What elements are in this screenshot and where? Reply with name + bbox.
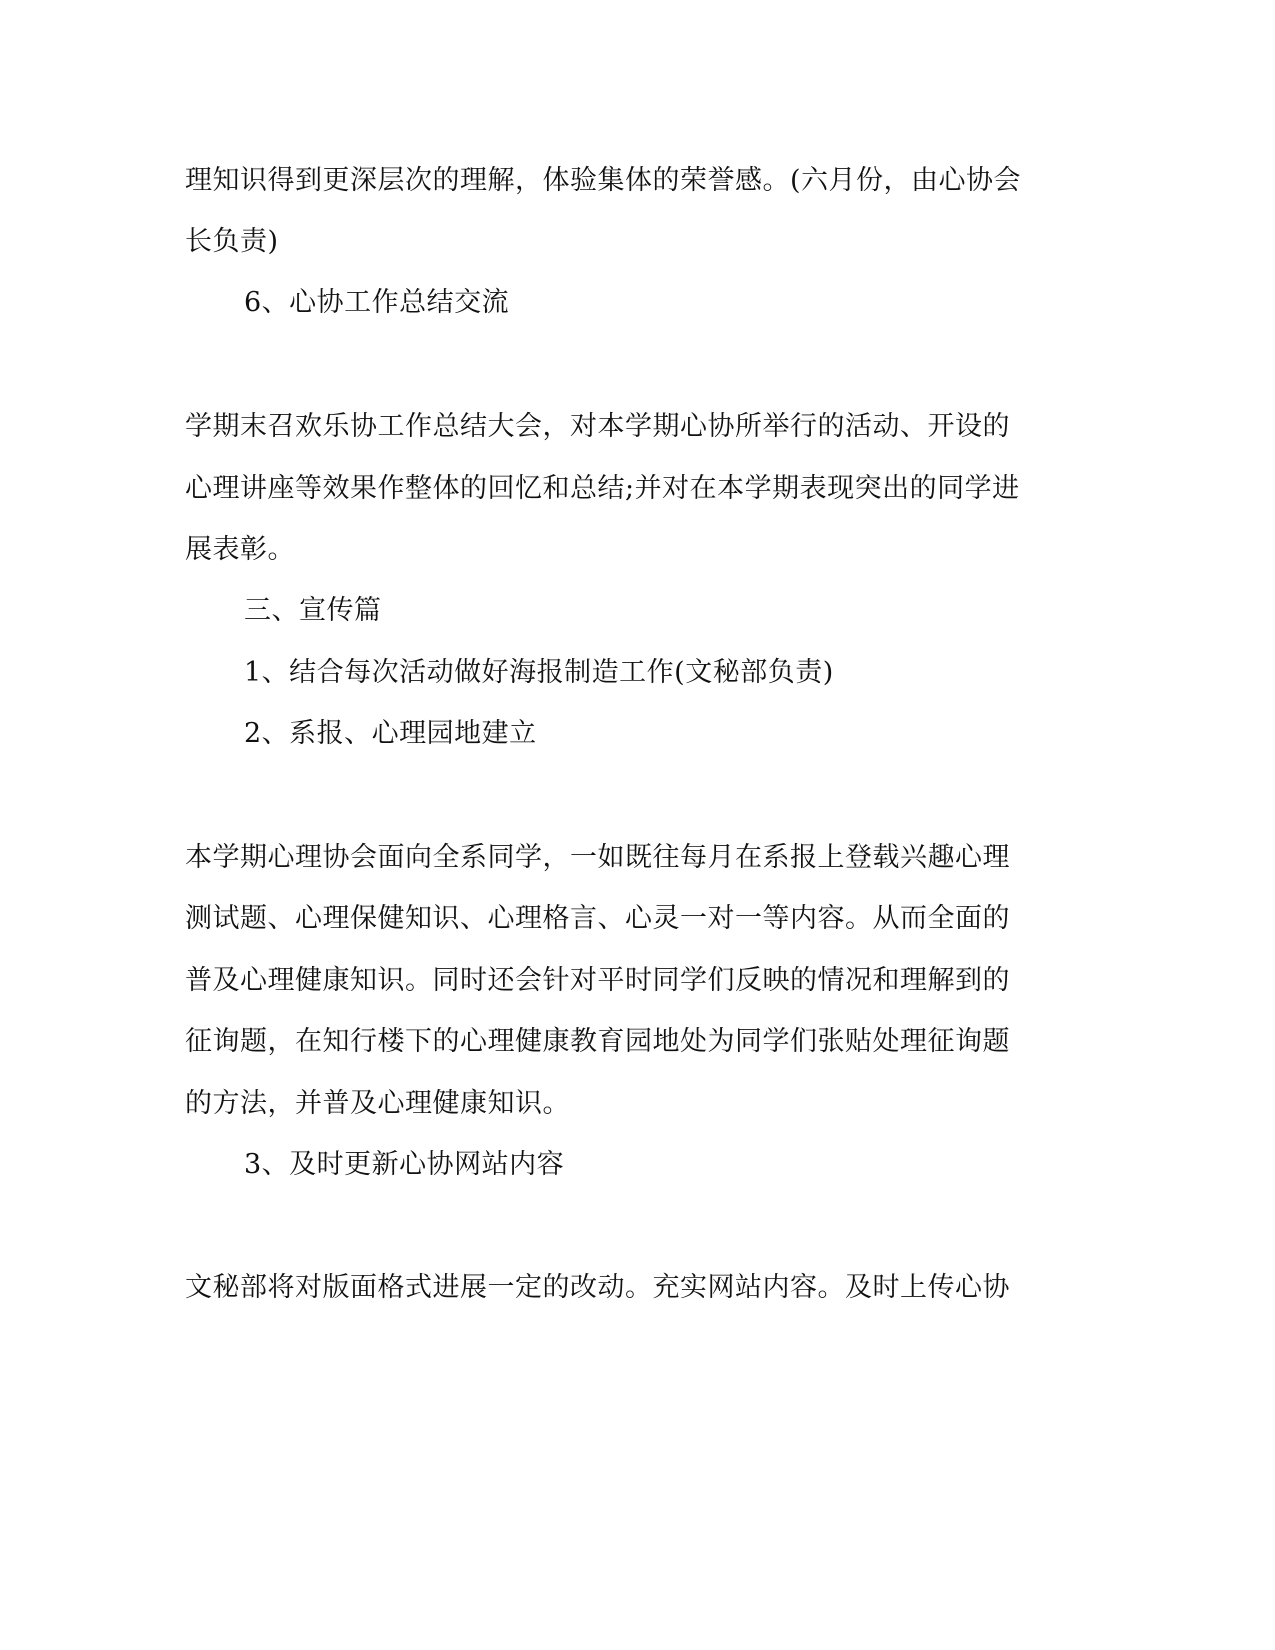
section-item-heading: 2、系报、心理园地建立 xyxy=(244,718,537,749)
text-line: 普及心理健康知识。同时还会针对平时同学们反映的情况和理解到的 xyxy=(185,965,1010,996)
section-item-heading: 3、及时更新心协网站内容 xyxy=(244,1149,565,1180)
section-heading: 三、宣传篇 xyxy=(244,595,382,626)
text-line: 测试题、心理保健知识、心理格言、心灵一对一等内容。从而全面的 xyxy=(185,903,1010,934)
text-line: 文秘部将对版面格式进展一定的改动。充实网站内容。及时上传心协 xyxy=(185,1272,1010,1303)
text-line: 心理讲座等效果作整体的回忆和总结;并对在本学期表现突出的同学进 xyxy=(185,473,1020,504)
text-line: 的方法，并普及心理健康知识。 xyxy=(185,1088,570,1119)
text-line: 理知识得到更深层次的理解，体验集体的荣誉感。(六月份，由心协会 xyxy=(185,165,1022,196)
section-item-heading: 1、结合每次活动做好海报制造工作(文秘部负责) xyxy=(244,657,834,688)
text-line: 征询题，在知行楼下的心理健康教育园地处为同学们张贴处理征询题 xyxy=(185,1026,1010,1057)
section-item-heading: 6、心协工作总结交流 xyxy=(244,287,510,318)
text-line: 学期末召欢乐协工作总结大会，对本学期心协所举行的活动、开设的 xyxy=(185,411,1010,442)
text-line: 长负责) xyxy=(185,226,279,257)
text-line: 展表彰。 xyxy=(185,534,295,565)
text-line: 本学期心理协会面向全系同学，一如既往每月在系报上登载兴趣心理 xyxy=(185,842,1010,873)
